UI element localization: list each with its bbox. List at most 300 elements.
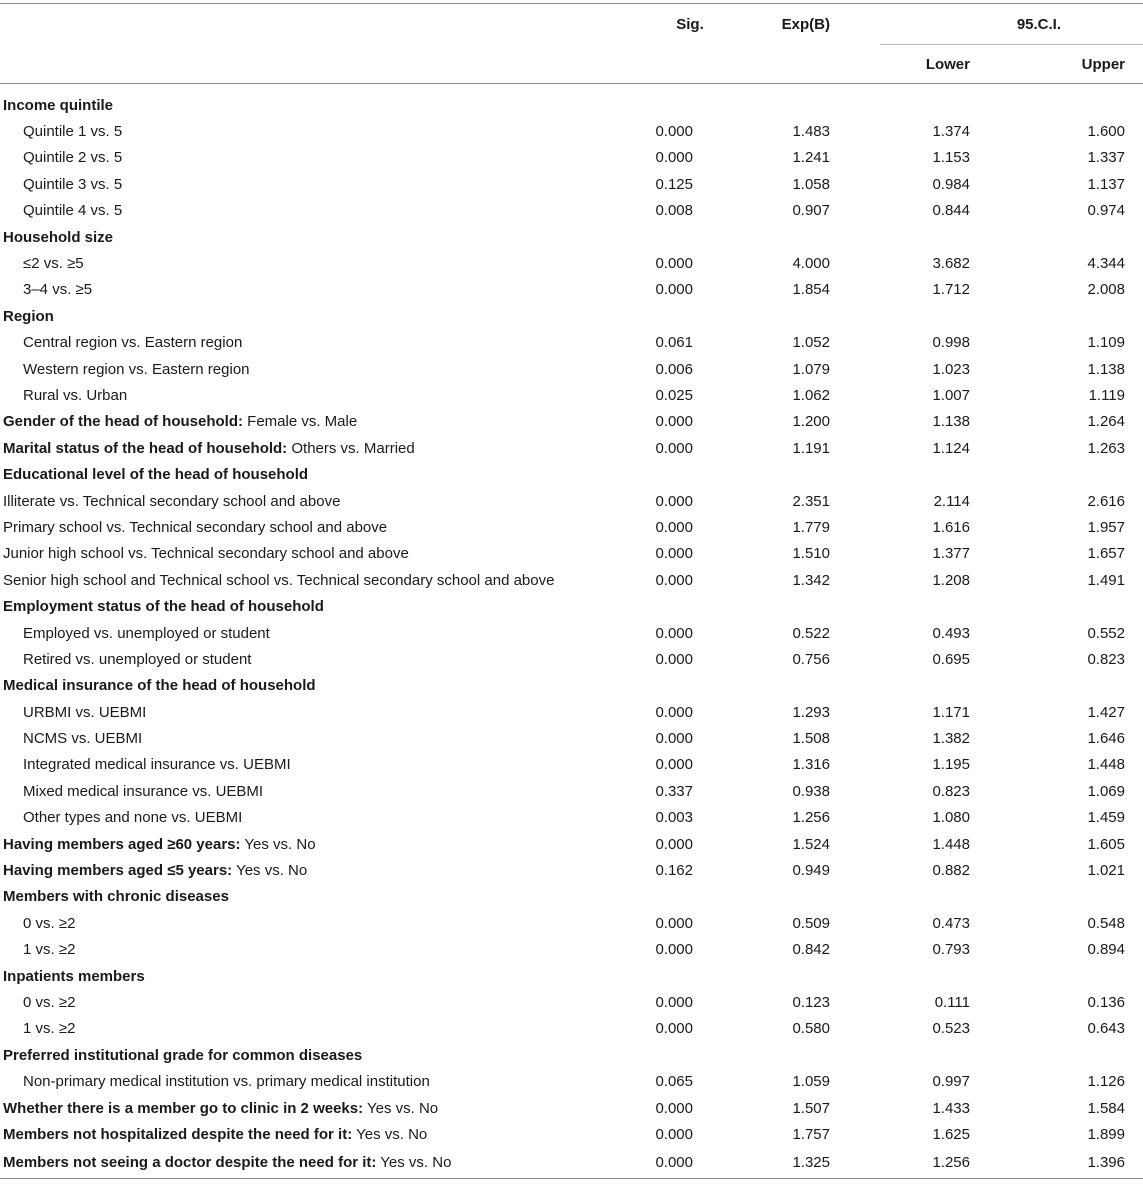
exp-b-value xyxy=(740,303,880,329)
ci-upper-value: 1.337 xyxy=(1087,149,1125,167)
ci-lower-value: 0.823 xyxy=(932,782,970,800)
sig-value: 0.000 xyxy=(655,624,693,642)
row-label xyxy=(0,145,640,171)
exp-b-value: 2.351 xyxy=(792,492,830,510)
ci-lower-value: 1.256 xyxy=(880,1148,1020,1179)
row-label xyxy=(0,514,640,540)
variable-name: Having members aged ≤5 years: xyxy=(3,862,233,880)
sig-value: 0.000 xyxy=(655,255,693,273)
header-exp-b: Exp(B) xyxy=(740,4,880,45)
sig-value: 0.025 xyxy=(655,386,693,404)
sig-value: 0.000 xyxy=(655,703,693,721)
exp-b-value: 1.507 xyxy=(792,1099,830,1117)
comparison-text: ≤2 vs. ≥5 xyxy=(23,255,84,273)
table-row xyxy=(0,805,1143,831)
table-row xyxy=(0,646,1143,672)
table-row xyxy=(0,250,1143,276)
row-label xyxy=(0,725,640,751)
section-heading-text: Preferred institutional grade for common diseases xyxy=(3,1046,363,1064)
ci-lower-value: 0.844 xyxy=(932,202,970,220)
sig-value: 0.125 xyxy=(655,175,693,193)
row-label xyxy=(0,831,640,857)
exp-b-value: 1.062 xyxy=(792,386,830,404)
ci-lower-value: 1.377 xyxy=(932,545,970,563)
ci-upper-value: 1.459 xyxy=(1087,809,1125,827)
ci-lower-value xyxy=(880,303,1020,329)
section-heading-text: Educational level of the head of household xyxy=(3,466,309,484)
sig-value: 0.000 xyxy=(655,413,693,431)
table-row xyxy=(0,514,1143,540)
exp-b-value: 1.058 xyxy=(792,175,830,193)
ci-lower-value: 1.374 xyxy=(932,123,970,141)
sig-value xyxy=(640,461,740,487)
ci-upper-value xyxy=(1020,84,1143,119)
ci-lower-value xyxy=(880,224,1020,250)
ci-upper-value: 0.548 xyxy=(1087,914,1125,932)
table-row xyxy=(0,989,1143,1015)
ci-lower-value: 1.625 xyxy=(932,1125,970,1143)
ci-lower-value xyxy=(880,963,1020,989)
comparison-text: Senior high school and Technical school vs. Technical secondary school and above xyxy=(3,571,555,589)
sig-value: 0.000 xyxy=(655,835,693,853)
variable-name: Members not hospitalized despite the need for it: xyxy=(3,1125,353,1143)
row-label xyxy=(0,250,640,276)
row-label xyxy=(0,752,640,778)
header-lower: Lower xyxy=(880,45,1020,84)
exp-b-value: 0.949 xyxy=(792,862,830,880)
sig-value: 0.061 xyxy=(655,334,693,352)
exp-b-value xyxy=(740,1042,880,1068)
table-row xyxy=(0,541,1143,567)
section-heading-text: Members with chronic diseases xyxy=(3,888,229,906)
ci-lower-value: 0.882 xyxy=(932,862,970,880)
regression-table xyxy=(0,3,1143,1179)
sig-value: 0.000 xyxy=(655,149,693,167)
table-body xyxy=(0,84,1143,1179)
table-row xyxy=(0,725,1143,751)
comparison-text: Retired vs. unemployed or student xyxy=(23,650,252,668)
header-blank-sig xyxy=(640,45,740,84)
ci-upper-value xyxy=(1020,673,1143,699)
comparison-text: NCMS vs. UEBMI xyxy=(23,730,143,748)
ci-upper-value: 1.119 xyxy=(1088,386,1125,404)
row-label xyxy=(0,1095,640,1121)
exp-b-value: 1.510 xyxy=(792,545,830,563)
ci-lower-value: 0.111 xyxy=(934,993,970,1011)
row-label xyxy=(0,488,640,514)
section-heading xyxy=(0,84,640,119)
ci-upper-value: 1.137 xyxy=(1087,175,1125,193)
row-label xyxy=(0,330,640,356)
exp-b-value: 1.757 xyxy=(792,1125,830,1143)
table-row xyxy=(0,198,1143,224)
ci-upper-value: 1.448 xyxy=(1087,756,1125,774)
exp-b-value: 1.191 xyxy=(792,439,830,457)
section-heading xyxy=(0,673,640,699)
exp-b-value: 1.052 xyxy=(792,334,830,352)
section-row xyxy=(0,884,1143,910)
exp-b-value: 0.756 xyxy=(792,650,830,668)
section-row xyxy=(0,1042,1143,1068)
exp-b-value xyxy=(740,224,880,250)
ci-upper-value: 1.491 xyxy=(1087,571,1125,589)
sig-value: 0.162 xyxy=(655,862,693,880)
section-heading xyxy=(0,461,640,487)
comparison-text: Junior high school vs. Technical secondary school and above xyxy=(3,545,409,563)
ci-lower-value: 0.695 xyxy=(932,650,970,668)
sig-value: 0.065 xyxy=(655,1073,693,1091)
row-label xyxy=(0,1148,640,1179)
table-row xyxy=(0,620,1143,646)
row-label xyxy=(0,435,640,461)
exp-b-value: 1.079 xyxy=(792,360,830,378)
row-label xyxy=(0,1121,640,1147)
comparison-text: Non-primary medical institution vs. primary medical institution xyxy=(23,1073,430,1091)
ci-upper-value: 0.974 xyxy=(1087,202,1125,220)
exp-b-value: 1.241 xyxy=(792,149,830,167)
table-row xyxy=(0,857,1143,883)
section-row xyxy=(0,673,1143,699)
ci-upper-value: 0.894 xyxy=(1087,941,1125,959)
table-row xyxy=(0,752,1143,778)
comparison-text: 1 vs. ≥2 xyxy=(23,1020,76,1038)
table-row xyxy=(0,937,1143,963)
sig-value: 0.000 xyxy=(655,492,693,510)
ci-upper-value: 1.584 xyxy=(1087,1099,1125,1117)
ci-upper-value: 4.344 xyxy=(1087,255,1125,273)
ci-lower-value xyxy=(880,593,1020,619)
exp-b-value: 1.524 xyxy=(792,835,830,853)
comparison-text: Western region vs. Eastern region xyxy=(23,360,250,378)
ci-lower-value xyxy=(880,84,1020,119)
sig-value: 0.008 xyxy=(655,202,693,220)
comparison-text: Integrated medical insurance vs. UEBMI xyxy=(23,756,291,774)
ci-lower-value: 0.793 xyxy=(932,941,970,959)
ci-lower-value: 1.124 xyxy=(932,439,970,457)
exp-b-value: 1.256 xyxy=(792,809,830,827)
ci-lower-value: 3.682 xyxy=(932,255,970,273)
exp-b-value: 1.508 xyxy=(792,730,830,748)
ci-lower-value: 0.473 xyxy=(932,914,970,932)
ci-lower-value: 1.712 xyxy=(932,281,970,299)
header-upper: Upper xyxy=(1020,45,1143,84)
sig-value xyxy=(640,84,740,119)
ci-upper-value: 0.136 xyxy=(1087,993,1125,1011)
ci-lower-value: 2.114 xyxy=(933,492,970,510)
ci-lower-value: 0.493 xyxy=(932,624,970,642)
comparison-text: Quintile 3 vs. 5 xyxy=(23,175,123,193)
sig-value: 0.000 xyxy=(655,1099,693,1117)
table-header xyxy=(0,4,1143,84)
sig-value xyxy=(640,593,740,619)
ci-lower-value xyxy=(880,461,1020,487)
table-row xyxy=(0,1068,1143,1094)
sig-value: 0.006 xyxy=(655,360,693,378)
ci-upper-value: 1.605 xyxy=(1087,835,1125,853)
sig-value: 0.000 xyxy=(655,756,693,774)
table-row xyxy=(0,277,1143,303)
section-heading-text: Region xyxy=(3,307,54,325)
sig-value: 0.000 xyxy=(655,914,693,932)
comparison-text: 1 vs. ≥2 xyxy=(23,941,76,959)
exp-b-value: 0.842 xyxy=(792,941,830,959)
section-row xyxy=(0,224,1143,250)
table-row xyxy=(0,1095,1143,1121)
ci-lower-value: 1.007 xyxy=(932,386,970,404)
sig-value xyxy=(640,673,740,699)
row-label xyxy=(0,1016,640,1042)
section-heading-text: Inpatients members xyxy=(3,967,145,985)
ci-lower-value: 1.023 xyxy=(932,360,970,378)
ci-upper-value: 1.646 xyxy=(1087,730,1125,748)
row-label xyxy=(0,277,640,303)
comparison-text: 3–4 vs. ≥5 xyxy=(23,281,93,299)
section-heading-text: Household size xyxy=(3,228,114,246)
exp-b-value: 1.342 xyxy=(792,571,830,589)
row-label xyxy=(0,857,640,883)
sig-value: 0.000 xyxy=(640,1148,740,1179)
sig-value xyxy=(640,303,740,329)
row-label xyxy=(0,382,640,408)
ci-lower-value: 1.080 xyxy=(932,809,970,827)
exp-b-value: 0.509 xyxy=(792,914,830,932)
section-row xyxy=(0,303,1143,329)
ci-upper-value: 1.600 xyxy=(1087,123,1125,141)
comparison-text: Other types and none vs. UEBMI xyxy=(23,809,243,827)
variable-name: Marital status of the head of household: xyxy=(3,439,288,457)
table-row xyxy=(0,567,1143,593)
ci-upper-value: 1.126 xyxy=(1087,1073,1125,1091)
row-label xyxy=(0,646,640,672)
table-row xyxy=(0,1121,1143,1147)
section-row xyxy=(0,461,1143,487)
row-label xyxy=(0,171,640,197)
row-label xyxy=(0,118,640,144)
sig-value: 0.000 xyxy=(655,730,693,748)
ci-lower-value xyxy=(880,673,1020,699)
comparison-text: Mixed medical insurance vs. UEBMI xyxy=(23,782,264,800)
ci-upper-value: 1.657 xyxy=(1087,545,1125,563)
sig-value: 0.000 xyxy=(655,941,693,959)
section-heading xyxy=(0,884,640,910)
ci-upper-value xyxy=(1020,224,1143,250)
ci-upper-value: 1.069 xyxy=(1087,782,1125,800)
ci-upper-value: 1.263 xyxy=(1087,439,1125,457)
exp-b-value: 1.483 xyxy=(792,123,830,141)
section-heading xyxy=(0,303,640,329)
sig-value: 0.000 xyxy=(655,123,693,141)
sig-value: 0.000 xyxy=(655,1125,693,1143)
exp-b-value: 0.123 xyxy=(792,993,830,1011)
header-confidence-interval: 95.C.I. xyxy=(880,4,1143,45)
exp-b-value: 0.580 xyxy=(792,1020,830,1038)
sig-value xyxy=(640,963,740,989)
section-row xyxy=(0,963,1143,989)
exp-b-value: 0.907 xyxy=(792,202,830,220)
section-heading xyxy=(0,963,640,989)
comparison-text: 0 vs. ≥2 xyxy=(23,914,76,932)
comparison-text: URBMI vs. UEBMI xyxy=(23,703,147,721)
row-label xyxy=(0,541,640,567)
exp-b-value: 1.854 xyxy=(792,281,830,299)
sig-value: 0.000 xyxy=(655,650,693,668)
ci-upper-value: 1.021 xyxy=(1087,862,1125,880)
exp-b-value: 1.779 xyxy=(792,518,830,536)
ci-upper-value: 1.264 xyxy=(1087,413,1125,431)
ci-lower-value: 0.523 xyxy=(932,1020,970,1038)
table-row xyxy=(0,1016,1143,1042)
variable-name: Gender of the head of household: xyxy=(3,413,243,431)
ci-lower-value: 0.997 xyxy=(932,1073,970,1091)
exp-b-value xyxy=(740,884,880,910)
comparison-text: Yes vs. No xyxy=(363,1099,439,1117)
exp-b-value: 1.316 xyxy=(792,756,830,774)
ci-upper-value xyxy=(1020,303,1143,329)
ci-upper-value xyxy=(1020,884,1143,910)
row-label xyxy=(0,937,640,963)
comparison-text: Primary school vs. Technical secondary school and above xyxy=(3,518,388,536)
sig-value: 0.000 xyxy=(655,545,693,563)
exp-b-value: 0.938 xyxy=(792,782,830,800)
exp-b-value: 1.059 xyxy=(792,1073,830,1091)
exp-b-value: 0.522 xyxy=(792,624,830,642)
ci-upper-value xyxy=(1020,593,1143,619)
table-row xyxy=(0,356,1143,382)
ci-upper-value xyxy=(1020,461,1143,487)
sig-value xyxy=(640,224,740,250)
ci-lower-value: 0.984 xyxy=(932,175,970,193)
table-row xyxy=(0,145,1143,171)
comparison-text: Female vs. Male xyxy=(243,413,358,431)
comparison-text: Yes vs. No xyxy=(352,1125,428,1143)
table-row xyxy=(0,1148,1143,1179)
variable-name: Members not seeing a doctor despite the need for it: xyxy=(3,1154,377,1172)
ci-upper-value: 1.957 xyxy=(1087,518,1125,536)
sig-value: 0.000 xyxy=(655,518,693,536)
sig-value: 0.000 xyxy=(655,281,693,299)
exp-b-value: 1.200 xyxy=(792,413,830,431)
ci-upper-value: 0.823 xyxy=(1087,650,1125,668)
table-row xyxy=(0,488,1143,514)
ci-lower-value: 1.382 xyxy=(932,730,970,748)
comparison-text: Quintile 2 vs. 5 xyxy=(23,149,123,167)
exp-b-value: 1.293 xyxy=(792,703,830,721)
ci-lower-value: 1.153 xyxy=(932,149,970,167)
comparison-text: Employed vs. unemployed or student xyxy=(23,624,270,642)
table-row xyxy=(0,118,1143,144)
sig-value: 0.000 xyxy=(655,439,693,457)
sig-value: 0.000 xyxy=(655,1020,693,1038)
table-row xyxy=(0,435,1143,461)
ci-lower-value: 0.998 xyxy=(932,334,970,352)
comparison-text: Quintile 1 vs. 5 xyxy=(23,123,123,141)
table-row xyxy=(0,831,1143,857)
row-label xyxy=(0,989,640,1015)
table-row xyxy=(0,171,1143,197)
table-row xyxy=(0,910,1143,936)
exp-b-value xyxy=(740,673,880,699)
section-heading-text: Employment status of the head of household xyxy=(3,598,324,616)
ci-lower-value: 1.433 xyxy=(932,1099,970,1117)
section-heading xyxy=(0,1042,640,1068)
sig-value: 0.003 xyxy=(655,809,693,827)
table-row xyxy=(0,778,1143,804)
comparison-text: Others vs. Married xyxy=(287,439,415,457)
sig-value: 0.337 xyxy=(655,782,693,800)
header-label-cell xyxy=(0,4,640,45)
table-row xyxy=(0,382,1143,408)
section-heading xyxy=(0,593,640,619)
comparison-text: Rural vs. Urban xyxy=(23,386,128,404)
section-heading xyxy=(0,224,640,250)
ci-upper-value: 0.643 xyxy=(1087,1020,1125,1038)
ci-lower-value: 1.208 xyxy=(932,571,970,589)
exp-b-value xyxy=(740,461,880,487)
ci-upper-value: 1.899 xyxy=(1087,1125,1125,1143)
comparison-text: Yes vs. No xyxy=(376,1154,452,1172)
comparison-text: Yes vs. No xyxy=(232,862,308,880)
exp-b-value xyxy=(740,963,880,989)
ci-upper-value: 2.008 xyxy=(1087,281,1125,299)
variable-name: Whether there is a member go to clinic in 2 weeks: xyxy=(3,1099,364,1117)
ci-upper-value: 1.396 xyxy=(1020,1148,1143,1179)
variable-name: Having members aged ≥60 years: xyxy=(3,835,241,853)
row-label xyxy=(0,778,640,804)
section-row xyxy=(0,84,1143,119)
ci-upper-value: 1.109 xyxy=(1087,334,1125,352)
ci-upper-value: 1.427 xyxy=(1087,703,1125,721)
exp-b-value: 1.325 xyxy=(740,1148,880,1179)
row-label xyxy=(0,356,640,382)
ci-lower-value: 1.171 xyxy=(932,703,970,721)
ci-lower-value xyxy=(880,1042,1020,1068)
exp-b-value: 4.000 xyxy=(792,255,830,273)
row-label xyxy=(0,567,640,593)
comparison-text: Quintile 4 vs. 5 xyxy=(23,202,123,220)
row-label xyxy=(0,1068,640,1094)
section-row xyxy=(0,593,1143,619)
ci-upper-value: 2.616 xyxy=(1087,492,1125,510)
table-row xyxy=(0,409,1143,435)
exp-b-value xyxy=(740,84,880,119)
exp-b-value xyxy=(740,593,880,619)
ci-lower-value: 1.138 xyxy=(932,413,970,431)
sig-value xyxy=(640,1042,740,1068)
table-row xyxy=(0,699,1143,725)
table-row xyxy=(0,330,1143,356)
comparison-text: Central region vs. Eastern region xyxy=(23,334,243,352)
ci-upper-value xyxy=(1020,963,1143,989)
ci-upper-value xyxy=(1020,1042,1143,1068)
ci-lower-value: 1.616 xyxy=(932,518,970,536)
comparison-text: 0 vs. ≥2 xyxy=(23,993,76,1011)
sig-value: 0.000 xyxy=(655,993,693,1011)
sig-value xyxy=(640,884,740,910)
row-label xyxy=(0,910,640,936)
sig-value: 0.000 xyxy=(655,571,693,589)
row-label xyxy=(0,620,640,646)
section-heading-text: Income quintile xyxy=(3,96,114,114)
header-blank-label xyxy=(0,45,640,84)
ci-upper-value: 1.138 xyxy=(1087,360,1125,378)
header-blank-exp xyxy=(740,45,880,84)
row-label xyxy=(0,198,640,224)
ci-upper-value: 0.552 xyxy=(1087,624,1125,642)
comparison-text: Yes vs. No xyxy=(240,835,316,853)
ci-lower-value xyxy=(880,884,1020,910)
ci-lower-value: 1.195 xyxy=(932,756,970,774)
header-sig: Sig. xyxy=(640,4,740,45)
